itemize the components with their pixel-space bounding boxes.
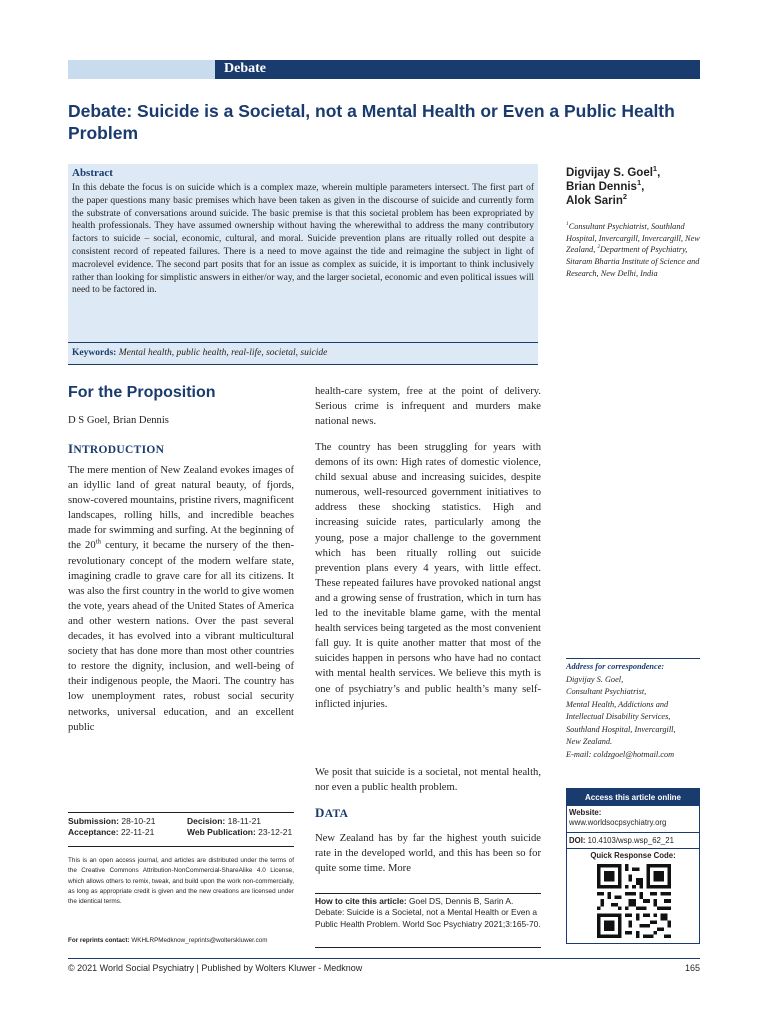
introduction-heading: INTRODUCTION (68, 441, 165, 456)
author-2: Brian Dennis$^1$, (566, 178, 645, 193)
website: Website: www.worldsocpsychiatry.org (569, 808, 667, 827)
body-paragraph-2: The country has been struggling for years with demons of its own: High rates of domestic violence, child sexual abuse and increasing suicides, despite numerous, well-resourced government initiatives to address these shocking statistics. High and increasing suicide rates, particularly among the young, pose a major challenge to the government which has been ritually rolling out suicide prevention plans every 4 years, with little effect. These repeated failures have provoked national angst and a growing sense of frustration, which in turn has led to the inevitable blame game, with the mental health services being targeted as the most convenient fall guy. It is quite another matter that most of the suicides happen in persons who have had no contact with mental health services. We believe this myth is one of psychiatry’s and public health’s many self-inflicted injuries. (315, 442, 541, 710)
keywords (72, 348, 327, 358)
website-link[interactable]: www.worldsocpsychiatry.org (569, 818, 667, 827)
keywords-label: Keywords: (72, 348, 117, 358)
body-paragraph-1: health-care system, free at the point of delivery. Serious crime is infrequent and murders make national news. (315, 386, 541, 428)
keywords-value: Mental health, public health, real-life, societal, suicide (118, 348, 328, 358)
correspondence-address (566, 661, 706, 761)
data-paragraph: New Zealand has by far the highest youth suicide rate in the developed world, and this has been so for quite some time. More (315, 833, 541, 875)
correspondence-label: Address for correspondence: (566, 662, 665, 671)
introduction-paragraph: The mere mention of New Zealand evokes images of an idyllic land of great natural beauty, of fjords, snow-covered mountains, pristine rivers, magnificent landscapes, rolling hills, and incredible beaches made for swimming and surfing. At the beginning of the 20th century, it became the nursery of the then-revolutionary concept of the modern welfare state, imagining cradle to grave care for all its citizens. It was also the first country in the world to give women the vote, years ahead of the United States of America and other western nations. Over the past several decades, it has evolved into a vibrant multicultural society that has done more than most other countries to restore the dignity, inclusion, and well-being of their indigenous people, the Maori. The country has low unemployment rates, robust social security networks, universal education, and an excellent public (68, 465, 294, 733)
affiliations (566, 221, 706, 280)
cite-top-rule (315, 893, 541, 894)
proposition-heading: For the Proposition (68, 384, 216, 401)
dates-bottom-rule (68, 846, 294, 847)
author-3: Alok Sarin$^2$ (566, 192, 628, 207)
decision-date: Decision: 18-11-21 (187, 816, 262, 826)
correspondence-line: New Zealand. (566, 737, 613, 746)
qr-code-icon (597, 864, 671, 938)
section-band-dark (215, 60, 700, 79)
web-publication-date: Web Publication: 23-12-21 (187, 827, 293, 837)
proposition-authors: D S Goel, Brian Dennis (68, 415, 169, 426)
correspondence-line: Southland Hospital, Invercargill, (566, 724, 676, 734)
footer-copyright: © 2021 World Social Psychiatry | Published by Wolters Kluwer - Medknow (68, 963, 363, 973)
article-title: Debate: Suicide is a Societal, not a Mental Health or Even a Public Health Problem (68, 101, 675, 143)
doi: DOI: 10.4103/wsp.wsp_62_21 (569, 836, 674, 845)
access-online-box (566, 788, 700, 944)
correspondence-rule (566, 658, 700, 659)
access-heading: Access this article online (567, 789, 699, 806)
author-list (566, 166, 706, 208)
publication-dates (68, 816, 298, 838)
footer-rule (68, 958, 700, 959)
doi-link[interactable]: 10.4103/wsp.wsp_62_21 (587, 836, 674, 845)
access-divider (567, 848, 699, 849)
license-text: This is an open access journal, and articles are distributed under the terms of the Creative Commons Attribution-NonCommercial-ShareAlike 4.0 License, which allows others to remix, tweak, and build upon the work non-commercially, as long as appropriate credit is given and the new creations are licensed under the identical terms. (68, 857, 294, 906)
reprints-contact: For reprints contact: WKHLRPMedknow_reprints@wolterskluwer.com (68, 937, 268, 944)
cite-bottom-rule (315, 947, 541, 948)
correspondence-line: Digvijay S. Goel, (566, 674, 624, 684)
section-label: Debate (224, 61, 266, 76)
page-number: 165 (684, 963, 700, 973)
correspondence-line: Intellectual Disability Services, (566, 712, 671, 721)
affiliation-1: $^1$Consultant Psychiatrist, Southland Hospital, Invercargill, Invercargill, New Zealand, (566, 221, 700, 255)
data-heading: DATA (315, 805, 349, 820)
abstract-bottom-rule (68, 364, 538, 365)
abstract-text: In this debate the focus is on suicide which is a complex maze, wherein multiple parameters intersect. The first part of the paper questions many basic premises which have been taken as given in the discourse of suicide and currently form the substrate of conversations around suicide. The basic premise is that this societal problem has been expropriated by health professionals. They have assumed ownership without having the wherewithal to address the many contributory factors to suicide – social, economic, cultural, and moral. Suicide prevention plans are ritually rolled out despite a consistent record of repeated failures. There is a need to move against the tide and reimagine the subject in light of macrolevel evidence. The second part posits that for an issue as complex as suicide, it is important to think inclusively rather than looking for simplistic answers in either/or way, and the larger societal, economic and even political issues will need to be factored in. (72, 183, 534, 296)
affiliation-2: $^2$Department of Psychiatry, Sitaram Bhartia Institute of Science and Research, New Delhi, India (566, 244, 700, 278)
correspondence-line: Mental Health, Addictions and (566, 699, 669, 709)
abstract-box (68, 164, 538, 364)
access-divider (567, 832, 699, 833)
dates-top-rule (68, 812, 294, 813)
qr-label: Quick Response Code: (590, 851, 676, 860)
submission-date: Submission: 28-10-21 (68, 816, 156, 826)
author-1: Digvijay S. Goel$^1$, (566, 164, 661, 179)
section-band (68, 60, 700, 79)
abstract-divider (68, 342, 538, 343)
acceptance-date: Acceptance: 22-11-21 (68, 827, 155, 837)
correspondence-line: Consultant Psychiatrist, (566, 687, 647, 696)
abstract-heading: Abstract (72, 167, 113, 179)
correspondence-email[interactable]: E-mail: coldzgoel@hotmail.com (566, 749, 675, 759)
body-paragraph-3: We posit that suicide is a societal, not mental health, nor even a public health problem. (315, 767, 541, 794)
how-to-cite: How to cite this article: Goel DS, Dennis B, Sarin A. Debate: Suicide is a Societal, not a Mental Health or Even a Public Health Problem. World Soc Psychiatry 2021;3:165-70. (315, 896, 541, 929)
